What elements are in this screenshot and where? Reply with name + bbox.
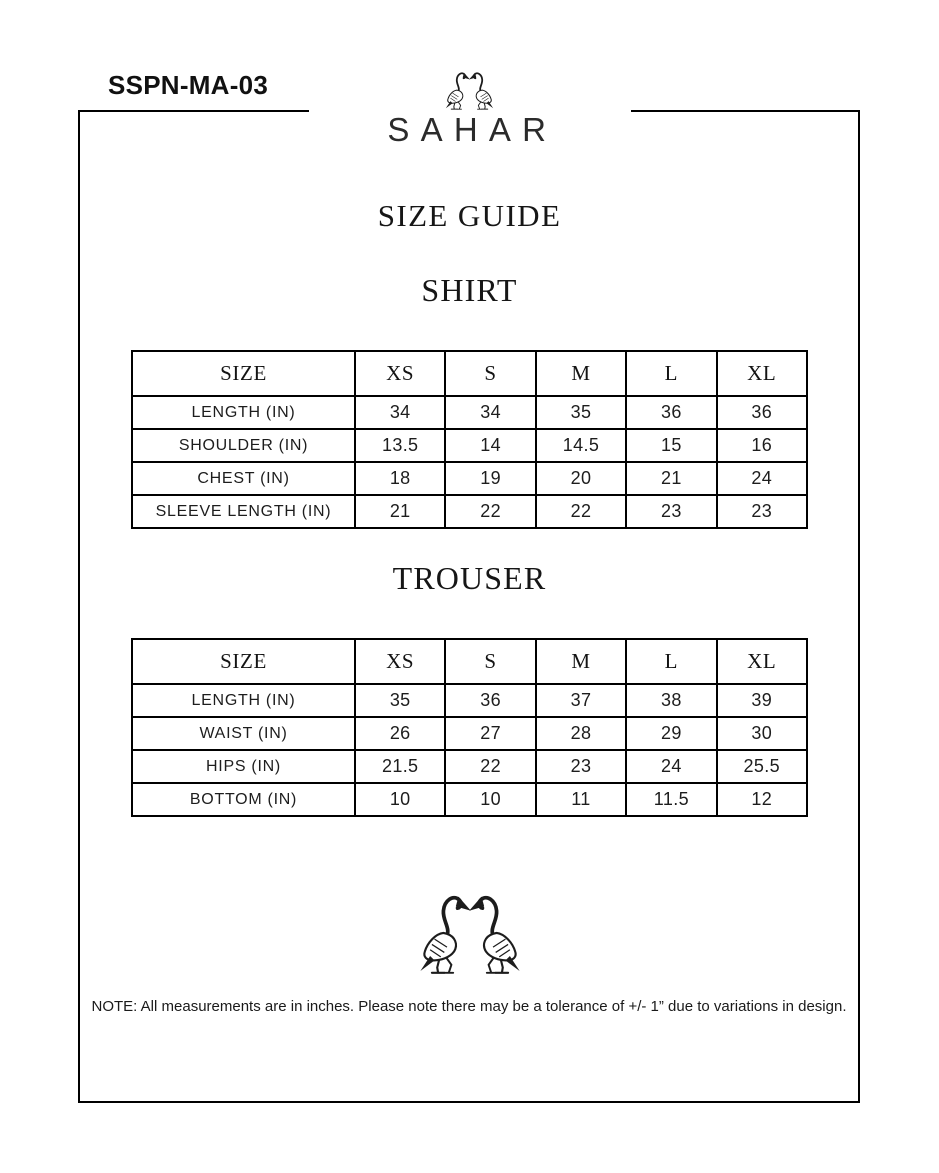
measurement-value: 20	[536, 462, 626, 495]
measurement-value: 22	[536, 495, 626, 528]
column-header: XS	[355, 351, 445, 396]
column-header: XS	[355, 639, 445, 684]
measurement-label: LENGTH (IN)	[132, 396, 355, 429]
measurement-value: 10	[445, 783, 535, 816]
measurement-value: 23	[626, 495, 716, 528]
measurement-value: 26	[355, 717, 445, 750]
measurement-value: 27	[445, 717, 535, 750]
column-header: L	[626, 639, 716, 684]
measurement-value: 13.5	[355, 429, 445, 462]
measurement-value: 37	[536, 684, 626, 717]
measurement-value: 35	[536, 396, 626, 429]
column-header: M	[536, 351, 626, 396]
column-header: SIZE	[132, 639, 355, 684]
measurement-value: 21	[355, 495, 445, 528]
measurement-label: SLEEVE LENGTH (IN)	[132, 495, 355, 528]
measurement-value: 18	[355, 462, 445, 495]
measurement-value: 39	[717, 684, 807, 717]
crane-pair-icon	[445, 66, 494, 110]
measurement-value: 38	[626, 684, 716, 717]
measurement-value: 34	[445, 396, 535, 429]
measurement-label: LENGTH (IN)	[132, 684, 355, 717]
measurement-value: 24	[717, 462, 807, 495]
column-header: XL	[717, 351, 807, 396]
measurement-value: 28	[536, 717, 626, 750]
measurement-label: WAIST (IN)	[132, 717, 355, 750]
measurement-value: 36	[626, 396, 716, 429]
measurement-value: 36	[717, 396, 807, 429]
measurement-value: 21.5	[355, 750, 445, 783]
measurement-value: 36	[445, 684, 535, 717]
measurement-value: 22	[445, 495, 535, 528]
measurement-value: 34	[355, 396, 445, 429]
measurement-label: HIPS (IN)	[132, 750, 355, 783]
measurement-value: 30	[717, 717, 807, 750]
measurement-value: 21	[626, 462, 716, 495]
column-header: S	[445, 639, 535, 684]
measurement-value: 15	[626, 429, 716, 462]
measurement-value: 14	[445, 429, 535, 462]
column-header: XL	[717, 639, 807, 684]
section-title-shirt: SHIRT	[421, 272, 518, 308]
measurement-value: 24	[626, 750, 716, 783]
measurement-value: 19	[445, 462, 535, 495]
crane-pair-icon	[419, 882, 520, 975]
measurement-value: 10	[355, 783, 445, 816]
measurement-label: SHOULDER (IN)	[132, 429, 355, 462]
product-sku: SSPN-MA-03	[108, 70, 269, 100]
column-header: SIZE	[132, 351, 355, 396]
measurement-value: 23	[717, 495, 807, 528]
page-title: SIZE GUIDE	[377, 198, 562, 233]
column-header: L	[626, 351, 716, 396]
measurement-value: 25.5	[717, 750, 807, 783]
tolerance-note: NOTE: All measurements are in inches. Please note there may be a tolerance of +/- 1” due to variations in design.	[91, 998, 847, 1015]
measurement-value: 22	[445, 750, 535, 783]
section-title-trouser: TROUSER	[392, 560, 547, 596]
column-header: M	[536, 639, 626, 684]
measurement-value: 29	[626, 717, 716, 750]
measurement-value: 11	[536, 783, 626, 816]
measurement-value: 35	[355, 684, 445, 717]
measurement-value: 11.5	[626, 783, 716, 816]
measurement-label: CHEST (IN)	[132, 462, 355, 495]
brand-logo	[309, 66, 631, 155]
measurement-value: 23	[536, 750, 626, 783]
measurement-value: 12	[717, 783, 807, 816]
measurement-value: 16	[717, 429, 807, 462]
measurement-value: 14.5	[536, 429, 626, 462]
column-header: S	[445, 351, 535, 396]
brand-wordmark: SAHAR	[387, 111, 558, 148]
measurement-label: BOTTOM (IN)	[132, 783, 355, 816]
